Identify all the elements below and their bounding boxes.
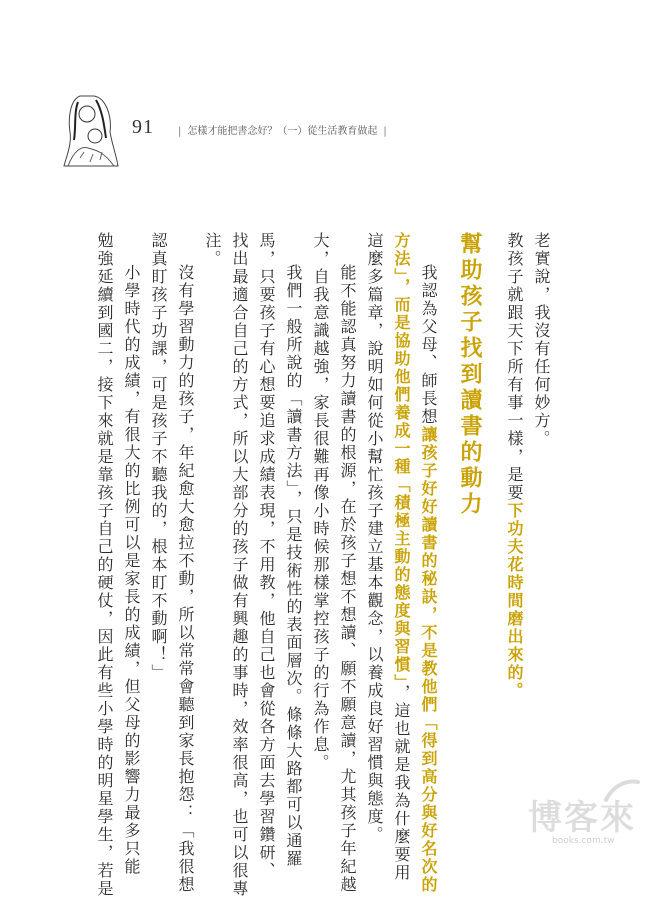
- highlight-text: 方法」，而是協助他們養成一種「積極主動的態度與習慣」: [392, 232, 411, 684]
- running-title: 怎樣才能把書念好？（一）從生活教育做起: [187, 126, 378, 137]
- watermark: [512, 778, 642, 856]
- text-column: [501, 232, 528, 792]
- page-header: [60, 88, 580, 168]
- highlight-text: 讓孩子好好讀書的秘訣，不是教他們「得到高分與好名次的: [419, 426, 438, 894]
- text-column: 沒有學習動力的孩子，年紀愈大愈拉不動，所以常常會聽到家長抱怨：「我很想: [176, 264, 195, 894]
- text-column: 我們一般所說的「讀書方法」，只是技術性的表面層次。條條大路都可以通羅: [284, 264, 303, 868]
- separator-left: |: [178, 126, 182, 137]
- author-portrait-illustration: [60, 88, 122, 168]
- text-run: 我認為父母、師長想: [419, 264, 438, 426]
- text-column: 勉強延續到國二，接下來就是靠孩子自己的硬仗，因此有些小學時的明星學生，若是: [95, 232, 114, 898]
- text-column: [415, 232, 442, 894]
- text-column: 馬，只要孩子有心想要追求成績表現，不用教，他自己也會從各方面去學習鑽研、: [257, 232, 276, 880]
- watermark-logo: 博客來: [528, 798, 636, 838]
- watermark-url: books.com.tw: [552, 836, 615, 846]
- text-column: 注。: [203, 232, 222, 268]
- text-column: 小學時代的成績，有很大的比例可以是家長的成績，但父母的影響力最多只能: [122, 264, 141, 876]
- text-run: 教孩子就跟天下所有事一樣，是要: [505, 232, 524, 502]
- highlight-text: 下功夫花時間磨出來的。: [505, 502, 524, 700]
- text-column: [388, 232, 415, 882]
- text-column: 這麼多篇章，說明如何從小幫忙孩子建立基本觀念，以養成良好習慣與態度。: [365, 232, 384, 844]
- page-number: 91: [132, 116, 154, 138]
- text-column: 找出最適合自己的方式，所以大部分的孩子做有興趣的事時，效率很高，也可以很專: [230, 232, 249, 898]
- text-column: 大，自我意識越強，家長很難再像小時候那樣掌控孩子的行為作息。: [311, 232, 330, 772]
- text-column: 老實說，我沒有任何妙方。: [532, 232, 551, 448]
- section-heading: 幫助孩子找到讀書的動力: [457, 232, 482, 518]
- running-head: [172, 122, 393, 137]
- vertical-body-text: [91, 232, 555, 898]
- text-column: 能不能認真努力讀書的根源，在於孩子想不想讀、願不願意讀，尤其孩子年紀越: [338, 264, 357, 894]
- text-run: ，這也就是我為什麼要用: [392, 684, 411, 882]
- text-column: 認真盯孩子功課，可是孩子不聽我的，根本盯不動啊！」: [149, 232, 168, 682]
- separator-right: |: [383, 126, 387, 137]
